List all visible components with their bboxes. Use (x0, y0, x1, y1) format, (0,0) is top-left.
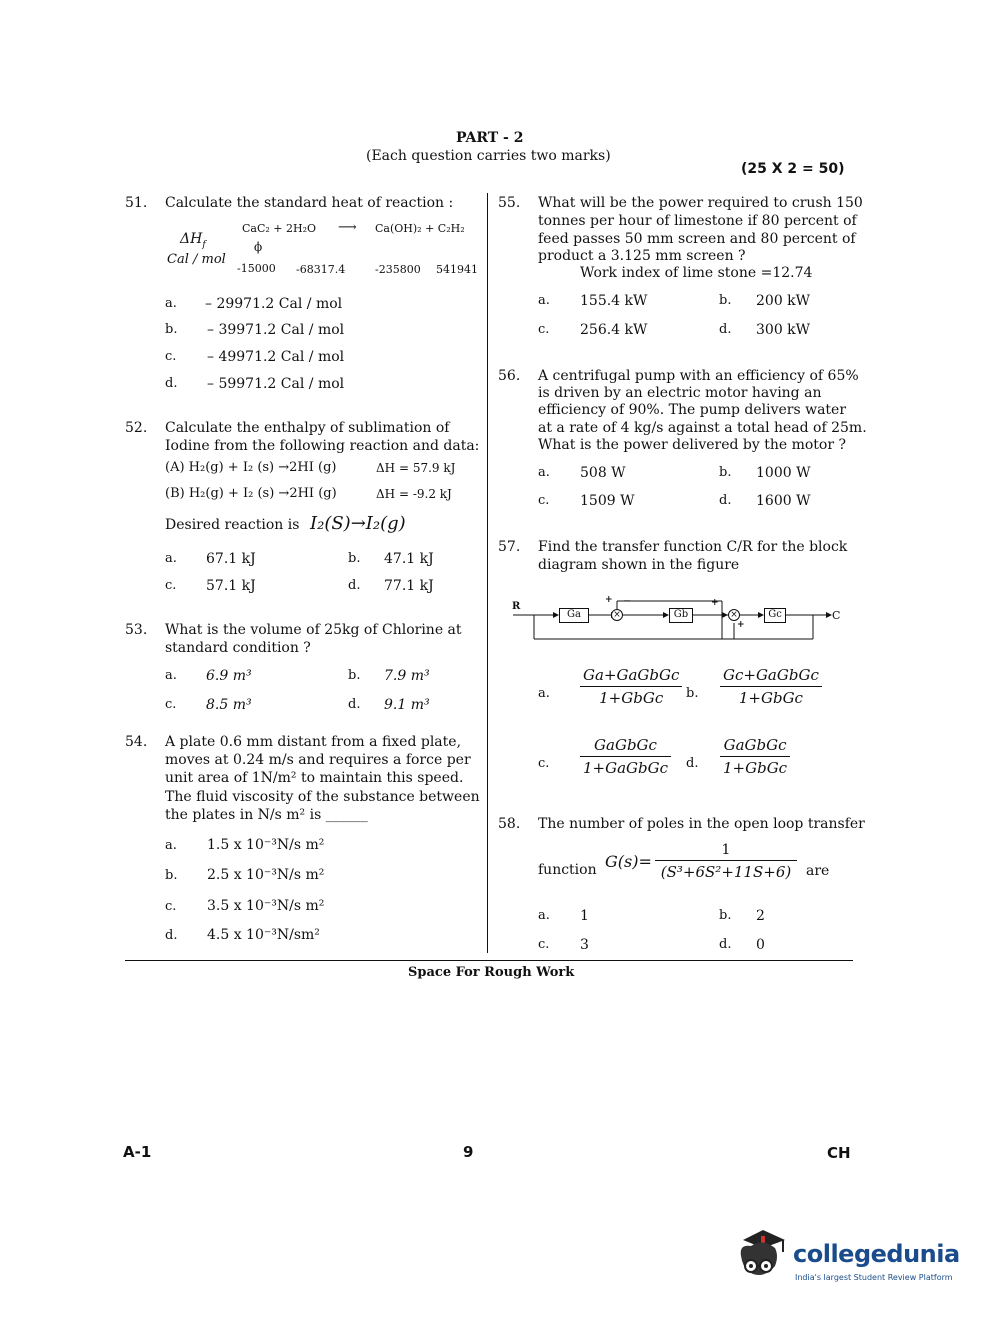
q55-line-4: product a 3.125 mm screen ? (538, 248, 746, 264)
q54-option-d-label: d. (165, 928, 178, 943)
q56-line-5: What is the power delivered by the motor ? (538, 437, 847, 453)
q56-option-c-label: c. (538, 493, 550, 508)
q55-line-2: tonnes per hour of limestone if 80 percent of (538, 213, 857, 229)
q53-option-d-label: d. (348, 697, 361, 712)
q58-numerator: 1 (655, 842, 797, 861)
q57-option-b-denominator: 1+GbGc (738, 689, 803, 707)
part-subtitle: (Each question carries two marks) (366, 148, 611, 164)
q56-line-4: at a rate of 4 kg/s against a total head of 25m. (538, 420, 867, 436)
q54-option-b[interactable]: 2.5 x 10⁻³N/s m² (207, 867, 325, 883)
q57-option-c-numerator: GaGbGc (580, 736, 671, 757)
q57-option-b-numerator: Gc+GaGbGc (720, 666, 822, 687)
q57-option-c[interactable] (580, 736, 671, 777)
q51-number: 51. (125, 195, 148, 211)
q57-option-d-numerator: GaGbGc (720, 736, 790, 757)
q57-option-a-label: a. (538, 686, 550, 701)
q52-option-c[interactable]: 57.1 kJ (206, 578, 256, 594)
q58-option-c-label: c. (538, 937, 550, 952)
q52-line-2: Iodine from the following reaction and data: (165, 438, 480, 454)
q51-reaction-rhs: Ca(OH)₂ + C₂H₂ (375, 222, 465, 235)
q53-option-d[interactable]: 9.1 m³ (384, 697, 430, 713)
brand-tagline: India's largest Student Review Platform (795, 1273, 953, 1282)
q51-option-c-label: c. (165, 349, 177, 364)
q51-value-4: 541941 (436, 263, 478, 276)
q54-option-c[interactable]: 3.5 x 10⁻³N/s m² (207, 898, 325, 914)
q51-option-d[interactable]: – 59971.2 Cal / mol (207, 376, 345, 392)
rough-work-label: Space For Rough Work (408, 965, 575, 980)
diagram-output-label: C (832, 609, 841, 622)
q58-option-d[interactable]: 0 (756, 937, 765, 953)
q55-option-a-label: a. (538, 293, 550, 308)
q57-option-a-numerator: Ga+GaGbGc (580, 666, 682, 687)
q52-desired-equation: I₂(S)→I₂(g) (310, 513, 406, 534)
q52-option-b[interactable]: 47.1 kJ (384, 551, 434, 567)
sum2-plus-sign-top: + (711, 598, 719, 608)
q53-line-1: What is the volume of 25kg of Chlorine at (165, 622, 462, 638)
q55-option-b[interactable]: 200 kW (756, 293, 811, 309)
q51-option-a[interactable]: – 29971.2 Cal / mol (205, 296, 343, 312)
q57-number: 57. (498, 539, 521, 555)
brand-name: collegedunia (793, 1240, 960, 1268)
marks-total: (25 X 2 = 50) (741, 161, 845, 177)
summing-junction-1: × (611, 609, 623, 621)
q58-denominator: (S³+6S²+11S+6) (660, 863, 792, 881)
q55-option-c[interactable]: 256.4 kW (580, 322, 648, 338)
q58-number: 58. (498, 816, 521, 832)
q57-line-2: diagram shown in the figure (538, 557, 740, 573)
q58-option-a-label: a. (538, 908, 550, 923)
q54-option-c-label: c. (165, 899, 177, 914)
q52-option-c-label: c. (165, 578, 177, 593)
q51-reaction-arrow: ⟶ (338, 220, 357, 235)
q51-value-1: -15000 (237, 262, 276, 275)
q52-number: 52. (125, 420, 148, 436)
q55-line-3: feed passes 50 mm screen and 80 percent of (538, 231, 856, 247)
q51-dh-label: $\Delta H_f$ (180, 231, 206, 250)
q51-reaction-lhs: CaC₂ + 2H₂O (242, 222, 317, 235)
q56-option-b[interactable]: 1000 W (756, 465, 811, 481)
q54-option-a[interactable]: 1.5 x 10⁻³N/s m² (207, 837, 325, 853)
part-title: PART - 2 (456, 130, 524, 146)
q53-number: 53. (125, 622, 148, 638)
q55-option-b-label: b. (719, 293, 732, 308)
q57-option-b[interactable] (720, 666, 822, 707)
diagram-input-label: R (512, 601, 521, 612)
q51-option-b[interactable]: – 39971.2 Cal / mol (207, 322, 345, 338)
q57-option-a-denominator: 1+GbGc (599, 689, 664, 707)
q56-option-b-label: b. (719, 465, 732, 480)
collegedunia-logo-icon (735, 1226, 791, 1282)
q51-phi: ϕ (254, 240, 263, 254)
bottom-rule (125, 960, 853, 961)
q56-option-d[interactable]: 1600 W (756, 493, 811, 509)
q54-option-d[interactable]: 4.5 x 10⁻³N/sm² (207, 927, 320, 943)
q52-desired-label: Desired reaction is (165, 517, 300, 533)
q56-number: 56. (498, 368, 521, 384)
q58-line-1: The number of poles in the open loop transfer (538, 816, 865, 832)
q56-line-2: is driven by an electric motor having an (538, 385, 822, 401)
q54-line-5: the plates in N/s m² is ______ (165, 807, 368, 823)
q58-option-b-label: b. (719, 908, 732, 923)
block-gc: Gc (764, 608, 786, 623)
q58-option-d-label: d. (719, 937, 732, 952)
summing-junction-2: × (728, 609, 740, 621)
q56-option-d-label: d. (719, 493, 732, 508)
q56-option-a[interactable]: 508 W (580, 465, 626, 481)
q52-reaction-a: (A) H₂(g) + I₂ (s) →2HI (g) (165, 460, 337, 475)
q53-option-a-label: a. (165, 668, 177, 683)
q54-option-a-label: a. (165, 838, 177, 853)
q54-line-3: unit area of 1N/m² to maintain this speed. (165, 770, 464, 786)
q54-line-1: A plate 0.6 mm distant from a fixed plate, (165, 734, 462, 750)
q52-option-d-label: d. (348, 578, 361, 593)
q51-text: Calculate the standard heat of reaction : (165, 195, 454, 211)
sum2-plus-sign-bottom: + (737, 620, 745, 630)
q55-line-1: What will be the power required to crush 150 (538, 195, 863, 211)
q53-option-b-label: b. (348, 668, 361, 683)
q52-reaction-b-dh: ΔH = -9.2 kJ (376, 487, 452, 501)
footer-right: CH (827, 1144, 851, 1162)
q57-option-d-label: d. (686, 756, 699, 771)
q51-option-b-label: b. (165, 322, 178, 337)
q54-option-b-label: b. (165, 868, 178, 883)
sum1-plus-sign: + (605, 595, 613, 605)
q52-option-b-label: b. (348, 551, 361, 566)
q58-transfer-function (655, 842, 797, 881)
q52-reaction-b: (B) H₂(g) + I₂ (s) →2HI (g) (165, 486, 337, 501)
q55-option-d-label: d. (719, 322, 732, 337)
q54-line-2: moves at 0.24 m/s and requires a force per (165, 752, 471, 768)
q55-option-d[interactable]: 300 kW (756, 322, 811, 338)
sum1-minus-sign: − (623, 596, 632, 607)
q51-option-a-label: a. (165, 296, 177, 311)
q52-reaction-a-dh: ΔH = 57.9 kJ (376, 461, 456, 475)
block-diagram (508, 593, 843, 653)
q57-option-d-denominator: 1+GbGc (723, 759, 788, 777)
q55-number: 55. (498, 195, 521, 211)
q57-option-c-denominator: 1+GaGbGc (583, 759, 669, 777)
q57-option-d[interactable] (720, 736, 790, 777)
q52-option-d[interactable]: 77.1 kJ (384, 578, 434, 594)
q51-option-c[interactable]: – 49971.2 Cal / mol (207, 349, 345, 365)
block-ga: Ga (559, 608, 589, 623)
q51-value-2: -68317.4 (296, 263, 346, 276)
q57-option-a[interactable] (580, 666, 682, 707)
block-gb: Gb (669, 608, 693, 623)
q51-unit-label: Cal / mol (167, 252, 226, 267)
q53-option-c[interactable]: 8.5 m³ (206, 697, 252, 713)
q55-note: Work index of lime stone =12.74 (580, 265, 813, 281)
q58-are: are (806, 863, 830, 879)
q57-option-b-label: b. (686, 686, 699, 701)
q53-option-b[interactable]: 7.9 m³ (384, 668, 430, 684)
q52-line-1: Calculate the enthalpy of sublimation of (165, 420, 450, 436)
q58-gs: G(s)= (605, 852, 652, 871)
q56-line-3: efficiency of 90%. The pump delivers water (538, 402, 847, 418)
q53-line-2: standard condition ? (165, 640, 311, 656)
block-diagram-lines (508, 593, 843, 653)
q53-option-c-label: c. (165, 697, 177, 712)
q56-option-c[interactable]: 1509 W (580, 493, 635, 509)
q54-line-4: The fluid viscosity of the substance between (165, 789, 480, 805)
q58-option-a[interactable]: 1 (580, 908, 589, 924)
footer-left: A-1 (123, 1143, 152, 1161)
q55-option-a[interactable]: 155.4 kW (580, 293, 648, 309)
q58-option-b[interactable]: 2 (756, 908, 765, 924)
q58-function-word: function (538, 862, 597, 878)
q56-option-a-label: a. (538, 465, 550, 480)
q52-option-a[interactable]: 67.1 kJ (206, 551, 256, 567)
q52-option-a-label: a. (165, 551, 177, 566)
q53-option-a[interactable]: 6.9 m³ (206, 668, 252, 684)
q51-option-d-label: d. (165, 376, 178, 391)
q51-value-3: -235800 (375, 263, 421, 276)
q54-number: 54. (125, 734, 148, 750)
page-number: 9 (463, 1143, 474, 1161)
q56-line-1: A centrifugal pump with an efficiency of 65% (538, 368, 859, 384)
q57-option-c-label: c. (538, 756, 550, 771)
q55-option-c-label: c. (538, 322, 550, 337)
q57-line-1: Find the transfer function C/R for the block (538, 539, 848, 555)
column-divider (487, 193, 488, 953)
q58-option-c[interactable]: 3 (580, 937, 589, 953)
